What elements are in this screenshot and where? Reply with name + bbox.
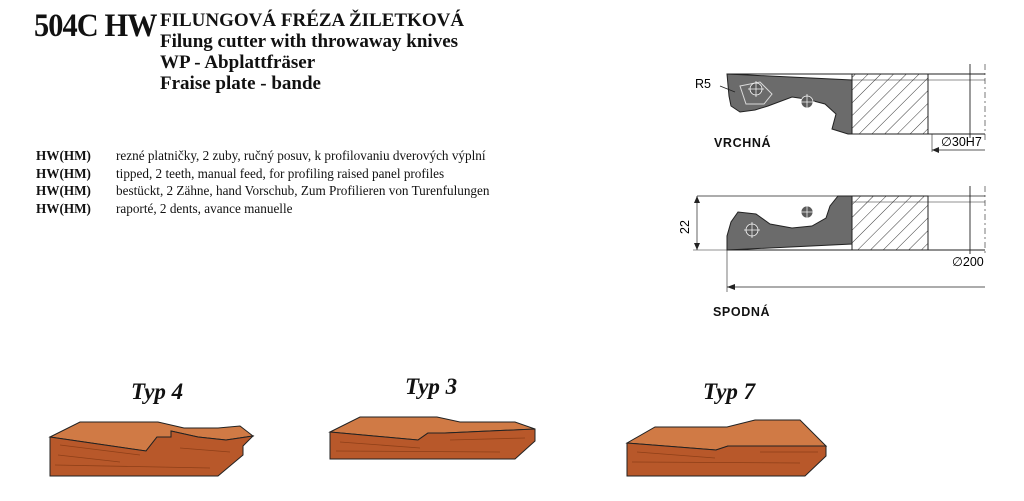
upper-label: VRCHNÁ <box>714 136 772 150</box>
title-fr: Fraise plate - bande <box>160 73 321 94</box>
profile-typ-4 <box>50 422 253 476</box>
title-en: Filung cutter with throwaway knives <box>160 31 459 52</box>
radius-label: R5 <box>695 77 711 91</box>
description-label: HW(HM) <box>36 200 91 216</box>
height-label: 22 <box>678 220 692 234</box>
profile-typ-3 <box>330 417 535 459</box>
description-text: tipped, 2 teeth, manual feed, for profiling raised panel profiles <box>116 165 445 181</box>
description-text: rezné platničky, 2 zuby, ručný posuv, k profilovaniu dverových výplní <box>116 148 486 163</box>
profile-typ-7 <box>627 420 826 476</box>
typ-4-label: Typ 4 <box>131 379 184 404</box>
bore-label: ∅30H7 <box>941 135 982 149</box>
typ-3-label: Typ 3 <box>405 374 458 399</box>
lower-label: SPODNÁ <box>713 305 771 319</box>
description-label: HW(HM) <box>36 148 91 163</box>
typ-7-label: Typ 7 <box>703 379 756 404</box>
description-label: HW(HM) <box>36 183 91 199</box>
title-cz: FILUNGOVÁ FRÉZA ŽILETKOVÁ <box>160 10 465 31</box>
diameter-label: ∅200 <box>952 255 984 269</box>
description-label: HW(HM) <box>36 165 91 181</box>
title-de: WP - Abplattfräser <box>160 52 316 73</box>
description-text: bestückt, 2 Zähne, hand Vorschub, Zum Profilieren von Turenfulungen <box>116 183 490 199</box>
description-text: raporté, 2 dents, avance manuelle <box>116 200 293 216</box>
lower-cutter-drawing <box>678 186 985 292</box>
product-code: 504C HW <box>34 8 157 44</box>
